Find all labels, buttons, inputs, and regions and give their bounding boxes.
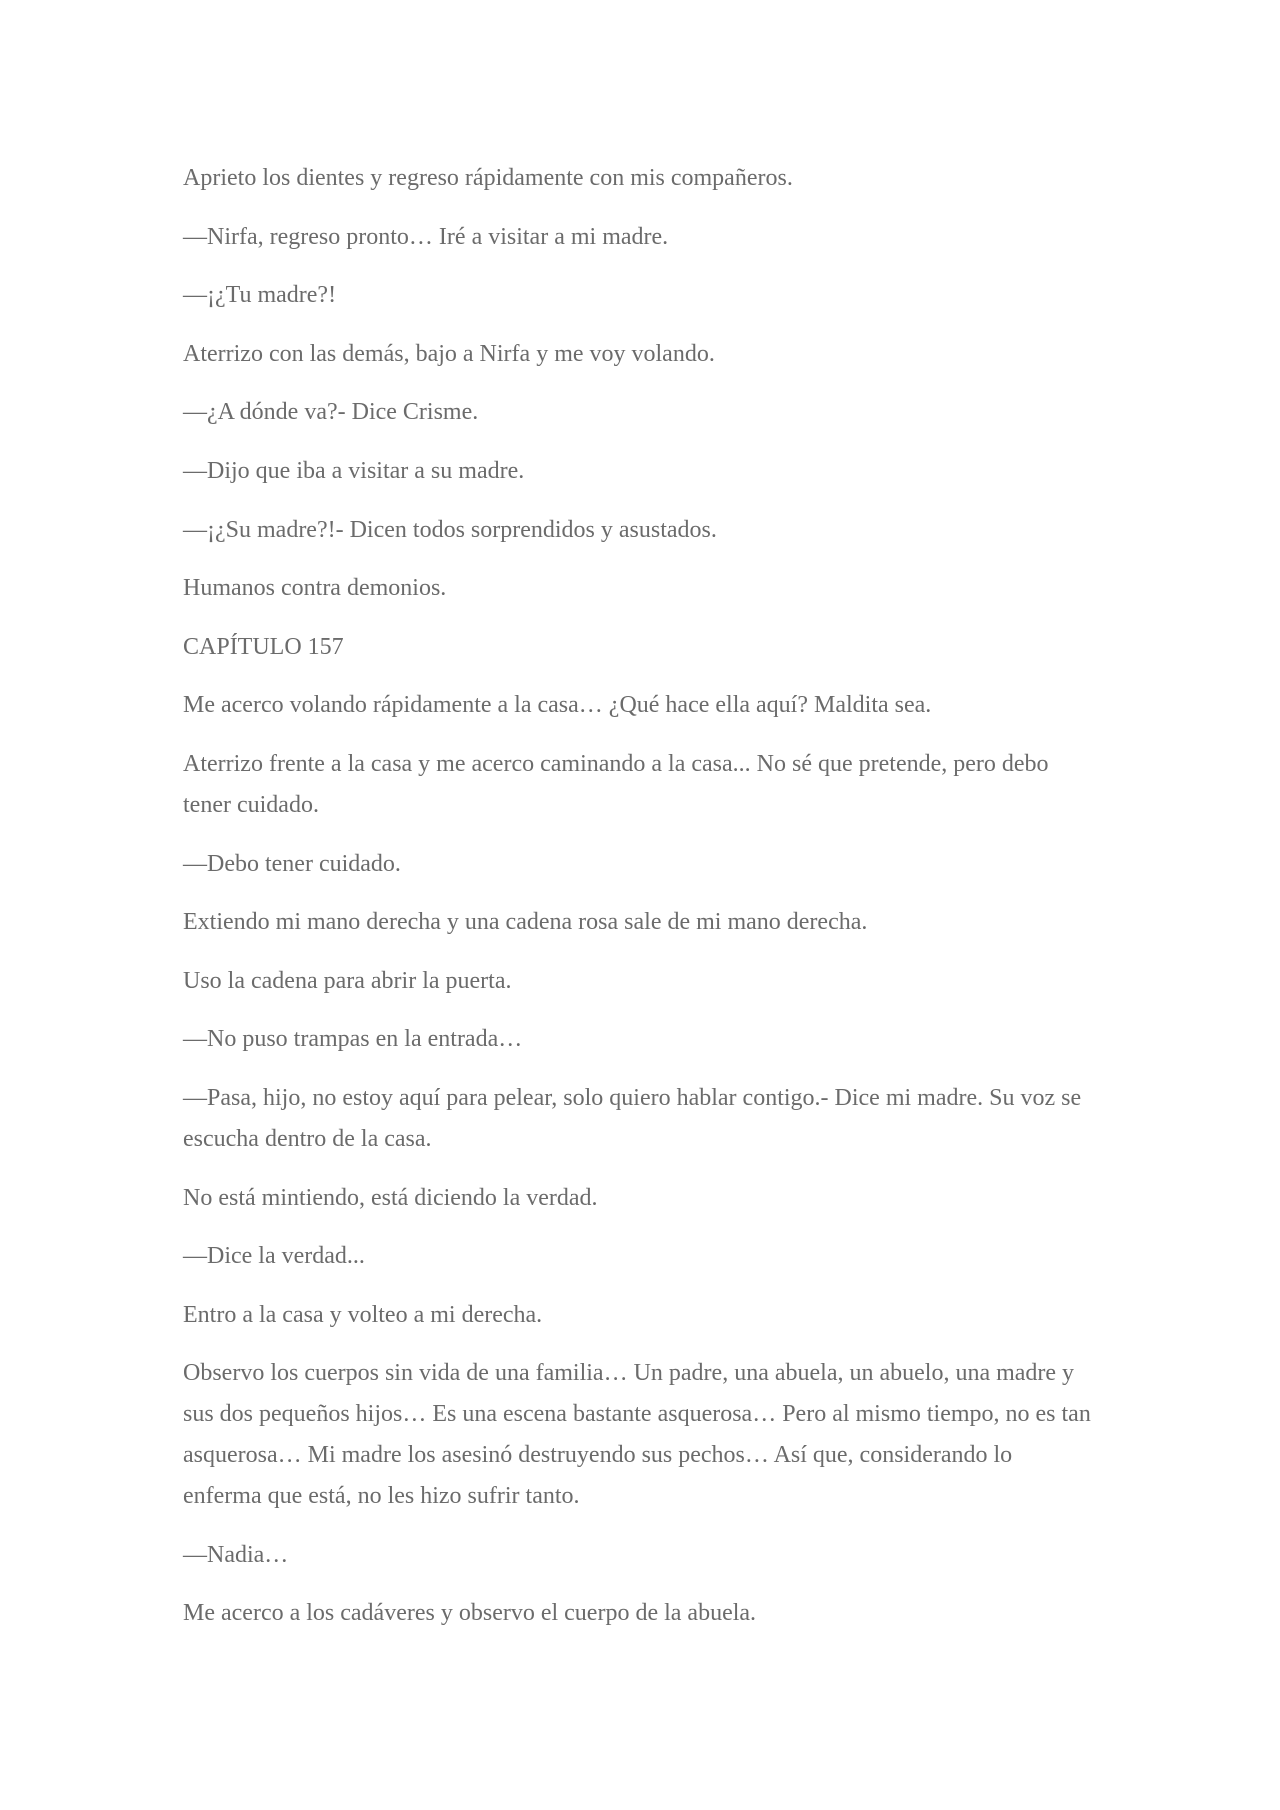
paragraph: —No puso trampas en la entrada… (183, 1026, 523, 1053)
paragraph: —Pasa, hijo, no estoy aquí para pelear, solo quiero hablar contigo.- Dice mi madre. Su voz se escucha dentro de la casa. (183, 1084, 1082, 1152)
paragraph: —Nadia… (183, 1541, 289, 1568)
paragraph: Me acerco volando rápidamente a la casa… ¿Qué hace ella aquí? Maldita sea. (183, 692, 932, 719)
paragraph: Aterrizo con las demás, bajo a Nirfa y me voy volando. (183, 340, 715, 367)
paragraph: —Debo tener cuidado. (183, 850, 401, 877)
paragraph: Uso la cadena para abrir la puerta. (183, 967, 512, 994)
paragraph: —¡¿Tu madre?! (183, 282, 337, 309)
paragraph: —Dijo que iba a visitar a su madre. (183, 457, 525, 484)
paragraph: Humanos contra demonios. (183, 575, 447, 602)
paragraph: —¡¿Su madre?!- Dicen todos sorprendidos y asustados. (183, 516, 717, 543)
paragraph: Aterrizo frente a la casa y me acerco caminando a la casa... No sé que pretende, pero debo tener cuidado. (183, 750, 1049, 818)
paragraph: Entro a la casa y volteo a mi derecha. (183, 1301, 543, 1328)
document-body (183, 158, 1093, 1652)
paragraph: —Dice la verdad... (183, 1243, 365, 1270)
paragraph: —¿A dónde va?- Dice Crisme. (183, 399, 479, 426)
paragraph: Me acerco a los cadáveres y observo el cuerpo de la abuela. (183, 1600, 757, 1627)
paragraph: Observo los cuerpos sin vida de una familia… Un padre, una abuela, un abuelo, una madre y sus dos pequeños hijos… Es una escena bastante asquerosa… Pero al mismo tiempo, no es tan asquerosa… Mi madre los asesinó destruyendo sus pechos… Así que, considerando lo enferma que está, no les hizo sufrir tanto. (183, 1360, 1091, 1510)
paragraph: Aprieto los dientes y regreso rápidamente con mis compañeros. (183, 165, 793, 191)
chapter-heading: CAPÍTULO 157 (183, 633, 344, 660)
paragraph: —Nirfa, regreso pronto… Iré a visitar a mi madre. (183, 223, 669, 250)
paragraph: No está mintiendo, está diciendo la verdad. (183, 1184, 598, 1211)
paragraph: Extiendo mi mano derecha y una cadena rosa sale de mi mano derecha. (183, 909, 868, 936)
